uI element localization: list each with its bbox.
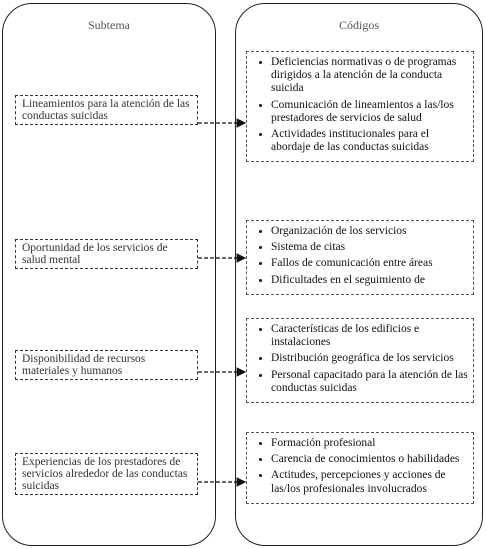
code-item: • Comunicación de lineamientos a las/los prestadores de servicios de salud: [271, 99, 469, 125]
code-item: • Actitudes, percepciones y acciones de las/los profesionales involucrados: [271, 469, 469, 495]
subsystem-box-2: Oportunidad de los servicios de salud mental: [15, 239, 198, 269]
code-item: • Sistema de citas: [271, 241, 469, 254]
code-item: • Actividades institucionales para el abordaje de las conductas suicidas: [271, 128, 469, 154]
code-item: • Organización de los servicios: [271, 225, 469, 238]
subsystem-box-1: Lineamientos para la atención de las conductas suicidas: [15, 95, 198, 125]
code-item: • Dificultades en el seguimiento de: [271, 274, 469, 287]
subsystem-box-3: Disponibilidad de recursos materiales y humanos: [15, 350, 198, 380]
subsystem-box-4: Experiencias de los prestadores de servicios alrededor de las conductas suicidas: [15, 453, 198, 495]
code-item: • Formación profesional: [271, 437, 469, 450]
code-item: • Características de los edificios e instalaciones: [271, 323, 469, 349]
code-item: • Carencia de conocimientos o habilidades: [271, 453, 469, 466]
code-item: • Distribución geográfica de los servicios: [271, 352, 469, 365]
code-item: • Deficiencias normativas o de programas dirigidos a la atención de la conducta suicida: [271, 56, 469, 96]
codes-column-title: Códigos: [338, 18, 379, 32]
code-item: • Fallos de comunicación entre áreas: [271, 257, 469, 270]
code-item: • Personal capacitado para la atención de las conductas suicidas: [271, 369, 469, 395]
subsystem-column-title: Subtema: [88, 18, 130, 32]
